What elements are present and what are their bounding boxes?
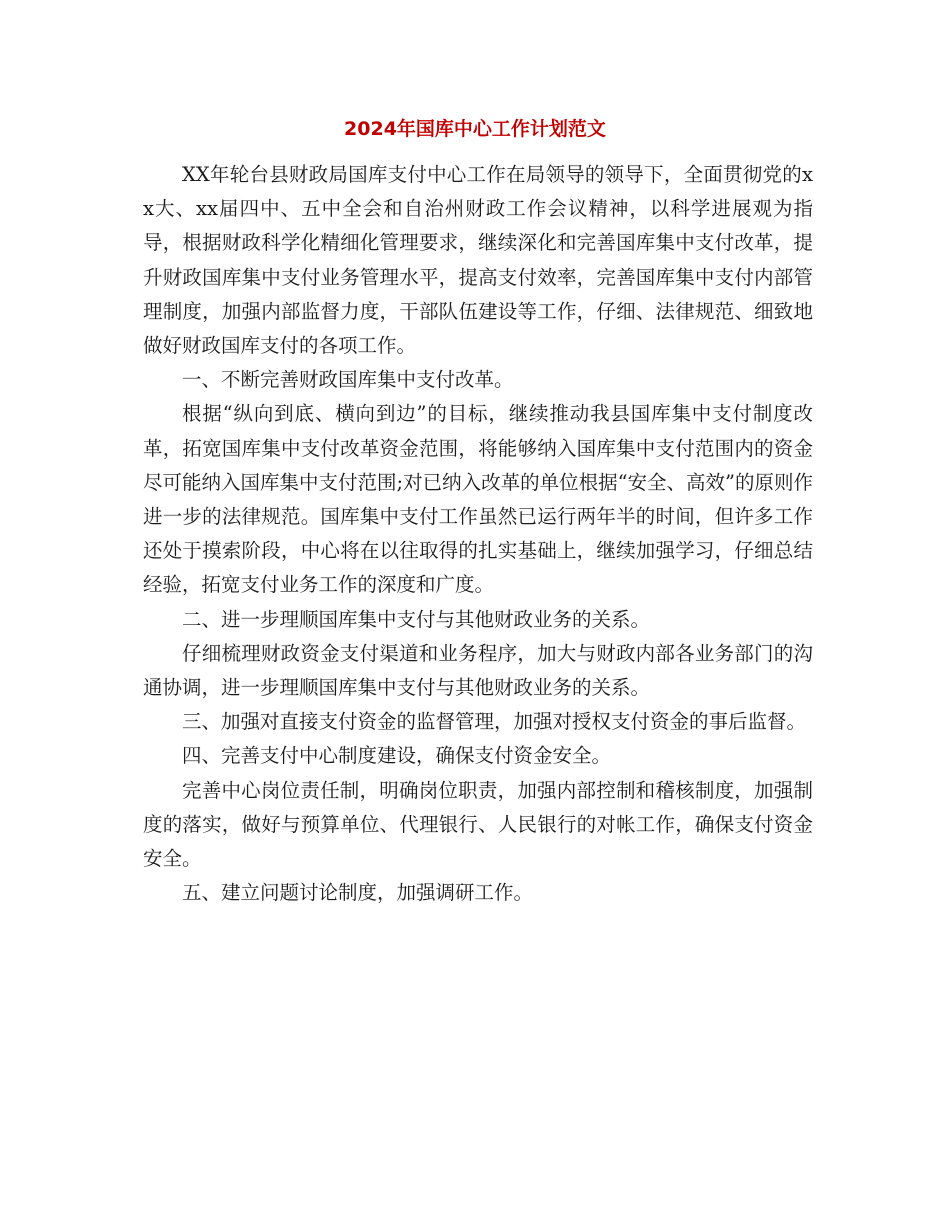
section-heading-1: 一、不断完善财政国库集中支付改革。 xyxy=(182,368,514,392)
section-heading-3: 三、加强对直接支付资金的监督管理，加强对授权支付资金的事后监督。 xyxy=(182,710,807,734)
section-heading-4: 四、完善支付中心制度建设，确保支付资金安全。 xyxy=(182,744,612,768)
paragraph-intro: XX年轮台县财政局国库支付中心工作在局领导的领导下，全面贯彻党的xx大、xx届四中、五中全会和自治州财政工作会议精神，以科学进展观为指导，根据财政科学化精细化管理要求，继续深化和完善国库集中支付改革，提升财政国库集中支付业务管理水平，提高支付效率，完善国库集中支付内部管理制度，加强内部监督力度，干部队伍建设等工作，仔细、法律规范、细致地做好财政国库支付的各项工作。 xyxy=(143,163,813,358)
document-title: 2024年国库中心工作计划范文 xyxy=(344,118,606,140)
document-body xyxy=(143,158,813,910)
paragraph-section-4: 完善中心岗位责任制，明确岗位职责，加强内部控制和稽核制度，加强制度的落实，做好与预算单位、代理银行、人民银行的对帐工作，确保支付资金安全。 xyxy=(143,778,813,871)
section-heading-2: 二、进一步理顺国库集中支付与其他财政业务的关系。 xyxy=(182,607,651,631)
paragraph-section-1: 根据“纵向到底、横向到边”的目标，继续推动我县国库集中支付制度改革，拓宽国库集中支付改革资金范围，将能够纳入国库集中支付范围内的资金尽可能纳入国库集中支付范围;对已纳入改革的单位根据“安全、高效”的原则作进一步的法律规范。国库集中支付工作虽然已运行两年半的时间，但许多工作还处于摸索阶段，中心将在以往取得的扎实基础上，继续加强学习，仔细总结经验，拓宽支付业务工作的深度和广度。 xyxy=(143,402,814,597)
section-heading-5: 五、建立问题讨论制度，加强调研工作。 xyxy=(182,881,534,905)
paragraph-section-2: 仔细梳理财政资金支付渠道和业务程序，加大与财政内部各业务部门的沟通协调，进一步理顺国库集中支付与其他财政业务的关系。 xyxy=(143,641,813,700)
